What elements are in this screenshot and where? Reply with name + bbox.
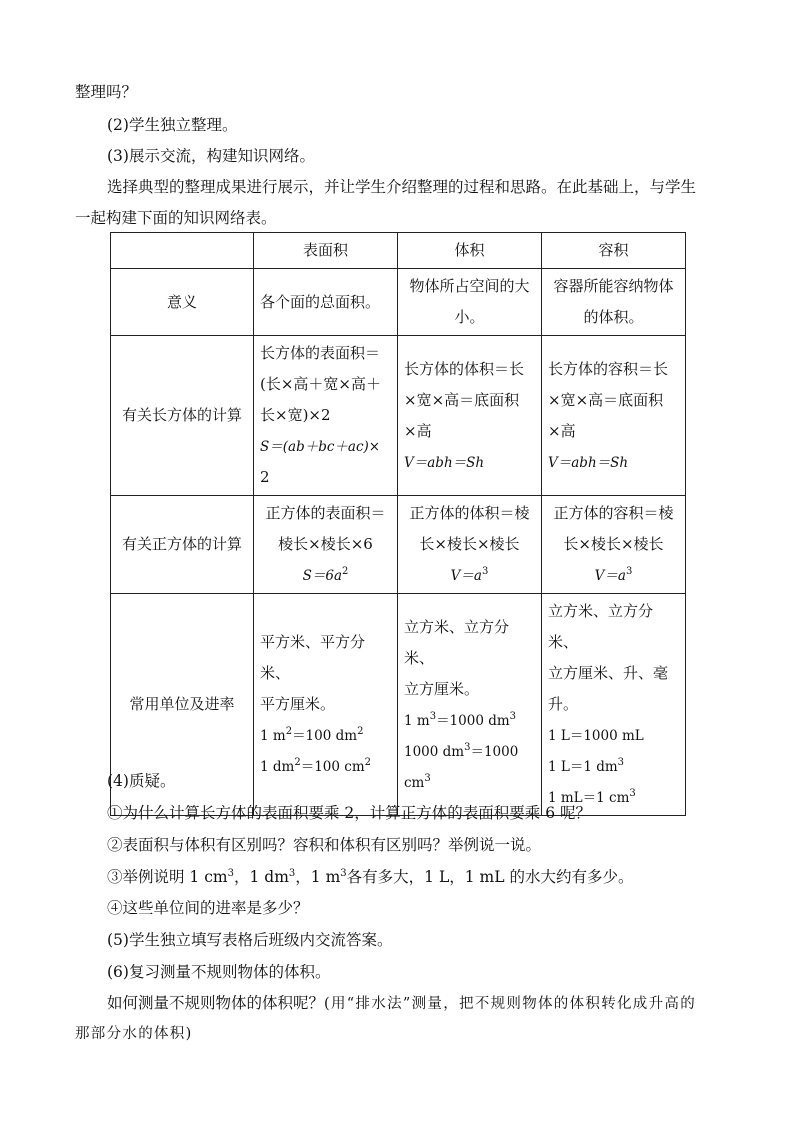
question-3: ③举例说明 1 $cm^3$，1 $dm^3$，1 $m^3$各有多大，1 L，1 mL 的水大约有多少。 (107, 867, 634, 886)
cell-meaning-surface: 各个面的总面积。 (254, 269, 398, 336)
header-cell-empty (111, 233, 254, 269)
cell-cube-capacity: 正方体的容积＝棱 长×棱长×棱长 $V=a^3$ (542, 496, 686, 594)
cell-cube-volume: 正方体的体积＝棱 长×棱长×棱长 $V=a^3$ (398, 496, 542, 594)
cell-units-volume: 立方米、立方分米、 立方厘米。 1 $m^3=1000$ $dm^3$ 1000 $dm^3=1000$ $cm^3$ (398, 594, 542, 816)
intro-question-end: 整理吗？ (75, 83, 138, 101)
table-row-meaning (111, 269, 686, 336)
step-3: (3)展示交流，构建知识网络。 (107, 147, 315, 165)
table-row-cuboid (111, 336, 686, 496)
table-row-cube (111, 496, 686, 594)
row-label-cube: 有关正方体的计算 (111, 496, 254, 594)
question-1: ①为什么计算长方体的表面积要乘 2，计算正方体的表面积要乘 6 呢？ (107, 804, 592, 822)
table-header-row (111, 233, 686, 269)
cell-meaning-capacity: 容器所能容纳物体 的体积。 (542, 269, 686, 336)
step-4: (4)质疑。 (107, 772, 176, 790)
step-5: (5)学生独立填写表格后班级内交流答案。 (107, 931, 393, 949)
measurement-answer-end: 那部分水的体积) (75, 1026, 193, 1042)
description-line-2: 一起构建下面的知识网络表。 (75, 209, 277, 227)
header-surface-area: 表面积 (254, 233, 398, 269)
question-2: ②表面积与体积有区别吗？容积和体积有区别吗？举例说一说。 (107, 836, 542, 854)
question-4: ④这些单位间的进率是多少？ (107, 899, 309, 917)
row-label-units: 常用单位及进率 (111, 594, 254, 816)
step-6: (6)复习测量不规则物体的体积。 (107, 963, 331, 981)
header-volume: 体积 (398, 233, 542, 269)
cell-cuboid-capacity: 长方体的容积＝长 ×宽×高＝底面积 ×高 V＝abh＝Sh (542, 336, 686, 496)
cell-units-capacity: 立方米、立方分米、 立方厘米、升、毫 升。 1 L＝1000 mL 1 L＝1 $dm^3$ 1 mL＝1 $cm^3$ (542, 594, 686, 816)
table-row-units (111, 594, 686, 816)
step-2: (2)学生独立整理。 (107, 116, 238, 134)
measurement-question: 如何测量不规则物体的体积呢？(用“排水法”测量，把不规则物体的体积转化成升高的 (107, 994, 696, 1012)
row-label-cuboid: 有关长方体的计算 (111, 336, 254, 496)
knowledge-network-table (110, 232, 686, 816)
cell-cube-surface: 正方体的表面积＝ 棱长×棱长×6 $S=6a^2$ (254, 496, 398, 594)
cell-cuboid-volume: 长方体的体积＝长 ×宽×高＝底面积 ×高 V＝abh＝Sh (398, 336, 542, 496)
description-line-1: 选择典型的整理成果进行展示，并让学生介绍整理的过程和思路。在此基础上，与学生 (107, 178, 697, 196)
cell-meaning-volume: 物体所占空间的大 小。 (398, 269, 542, 336)
row-label-meaning: 意义 (111, 269, 254, 336)
cell-units-area: 平方米、平方分米、 平方厘米。 1 $m^2=100$ $dm^2$ 1 $dm^2=100$ $cm^2$ (254, 594, 398, 816)
header-capacity: 容积 (542, 233, 686, 269)
cell-cuboid-surface: 长方体的表面积＝ (长×高＋宽×高＋ 长×宽)×2 S＝(ab＋bc＋ac)× 2 (254, 336, 398, 496)
